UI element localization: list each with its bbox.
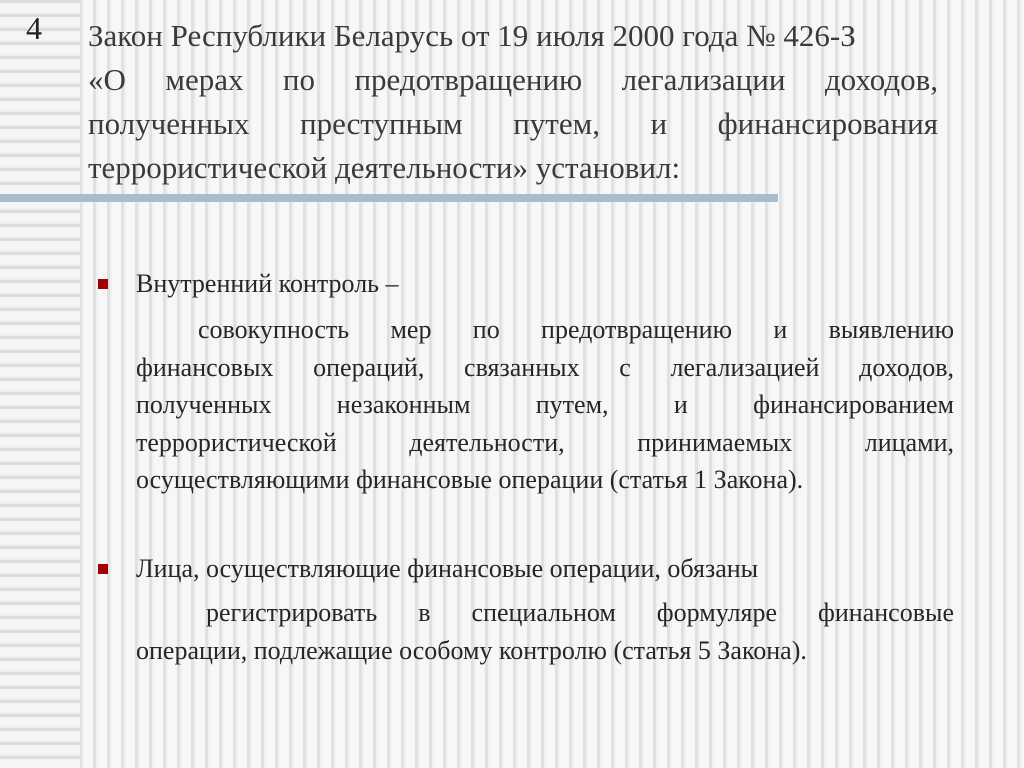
body-line: совокупность мер по предотвращению и выявлению (198, 315, 954, 344)
title-divider (0, 194, 778, 202)
item-1-heading: Внутренний контроль – (136, 269, 399, 298)
bullet-square-icon (98, 564, 108, 574)
body-line: операции, подлежащие особому контролю (статья 5 Закона). (136, 635, 807, 665)
item-2-heading: Лица, осуществляющие финансовые операции, обязаны (136, 554, 759, 583)
title-line: полученных преступным путем, и финансирования (88, 106, 938, 141)
left-panel (0, 0, 80, 768)
body-line: финансовых операций, связанных с легализацией доходов, (136, 352, 954, 382)
title-line: «О мерах по предотвращению легализации доходов, (88, 62, 938, 97)
slide-number: 4 (26, 10, 42, 46)
item-1-body (136, 311, 954, 499)
body-line: регистрировать в специальном формуляре финансовые (206, 598, 954, 627)
bullet-square-icon (98, 279, 108, 289)
title-line: террористической деятельности» установил: (88, 150, 681, 185)
slide-title (88, 14, 938, 190)
body-line: полученных незаконным путем, и финансированием (136, 390, 954, 419)
item-2-body (136, 594, 954, 669)
body-line: террористической деятельности, принимаемых лицами, (136, 427, 954, 457)
title-line: Закон Республики Беларусь от 19 июля 2000 года № 426-З (88, 18, 856, 53)
body-line: осуществляющими финансовые операции (статья 1 Закона). (136, 465, 804, 494)
